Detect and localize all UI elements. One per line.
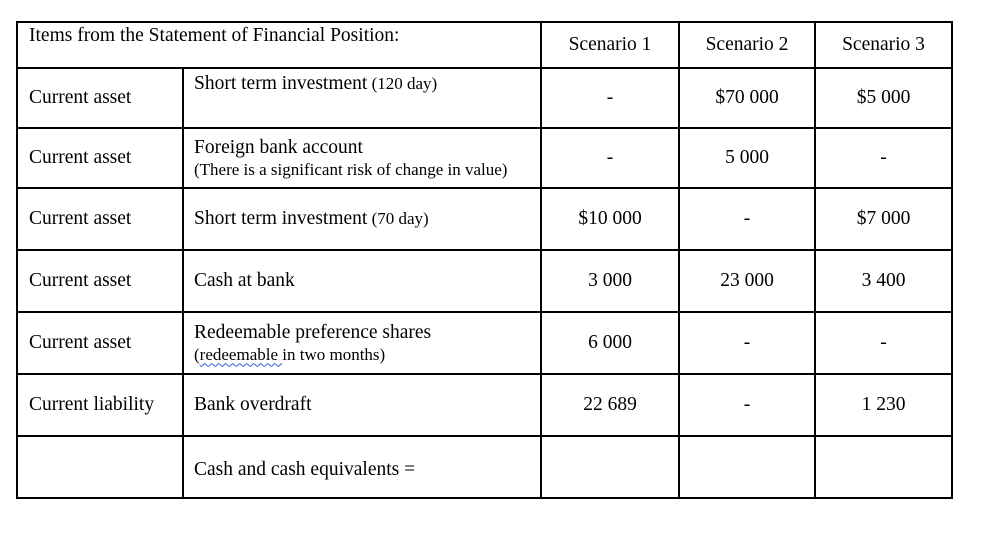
row-value-scenario-1: $10 000: [541, 188, 679, 250]
row-value-scenario-2: -: [679, 188, 815, 250]
row-value-scenario-1: 22 689: [541, 374, 679, 436]
row-value-scenario-3: -: [815, 312, 952, 374]
header-scenario-1: Scenario 1: [541, 22, 679, 68]
total-input-scenario-3[interactable]: [815, 436, 952, 498]
table-row: [17, 68, 952, 128]
row-item-label: Redeemable preference shares: [194, 321, 432, 343]
row-item-suffix: (70 day): [367, 209, 429, 228]
spellcheck-marked-word: redeemable: [199, 344, 283, 364]
total-row-empty-category: [17, 436, 183, 498]
financial-position-table: [16, 21, 953, 499]
row-value-scenario-3: 1 230: [815, 374, 952, 436]
total-input-scenario-2[interactable]: [679, 436, 815, 498]
row-value-scenario-1: 3 000: [541, 250, 679, 312]
table-row: [17, 374, 952, 436]
row-value-scenario-2: 5 000: [679, 128, 815, 188]
table-row: [17, 188, 952, 250]
row-value-scenario-3: $7 000: [815, 188, 952, 250]
row-item: [183, 312, 541, 374]
table-header-row: [17, 22, 952, 68]
table-title: Items from the Statement of Financial Position:: [17, 22, 541, 68]
row-item-suffix: (120 day): [367, 74, 438, 93]
row-value-scenario-2: -: [679, 312, 815, 374]
total-row: [17, 436, 952, 498]
row-value-scenario-2: $70 000: [679, 68, 815, 128]
row-item: [183, 250, 541, 312]
row-item-label: Short term investment: [194, 208, 368, 229]
row-item-label: Short term investment: [194, 73, 368, 94]
row-category: Current asset: [17, 312, 183, 374]
row-value-scenario-1: -: [541, 68, 679, 128]
row-item-label: Cash at bank: [194, 270, 295, 291]
row-item-note: (There is a significant risk of change in value): [194, 159, 508, 179]
row-value-scenario-2: 23 000: [679, 250, 815, 312]
row-item-note-rest: in two months): [282, 344, 386, 364]
row-item: [183, 188, 541, 250]
row-item-note: [194, 344, 540, 365]
row-value-scenario-1: 6 000: [541, 312, 679, 374]
row-category: Current asset: [17, 128, 183, 188]
table-row: [17, 312, 952, 374]
header-scenario-2: Scenario 2: [679, 22, 815, 68]
row-category: Current liability: [17, 374, 183, 436]
row-item: [183, 68, 541, 128]
total-input-scenario-1[interactable]: [541, 436, 679, 498]
row-item-label: Bank overdraft: [194, 394, 312, 415]
row-value-scenario-1: -: [541, 128, 679, 188]
row-value-scenario-3: -: [815, 128, 952, 188]
row-item: [183, 128, 541, 188]
row-value-scenario-2: -: [679, 374, 815, 436]
row-item: [183, 374, 541, 436]
row-item-label: Foreign bank account: [194, 136, 363, 158]
header-scenario-3: Scenario 3: [815, 22, 952, 68]
row-value-scenario-3: 3 400: [815, 250, 952, 312]
row-value-scenario-3: $5 000: [815, 68, 952, 128]
row-category: Current asset: [17, 188, 183, 250]
row-category: Current asset: [17, 68, 183, 128]
row-category: Current asset: [17, 250, 183, 312]
table-row: [17, 128, 952, 188]
total-label: Cash and cash equivalents =: [183, 436, 541, 498]
table-row: [17, 250, 952, 312]
row-item-note-open: (: [194, 344, 200, 364]
